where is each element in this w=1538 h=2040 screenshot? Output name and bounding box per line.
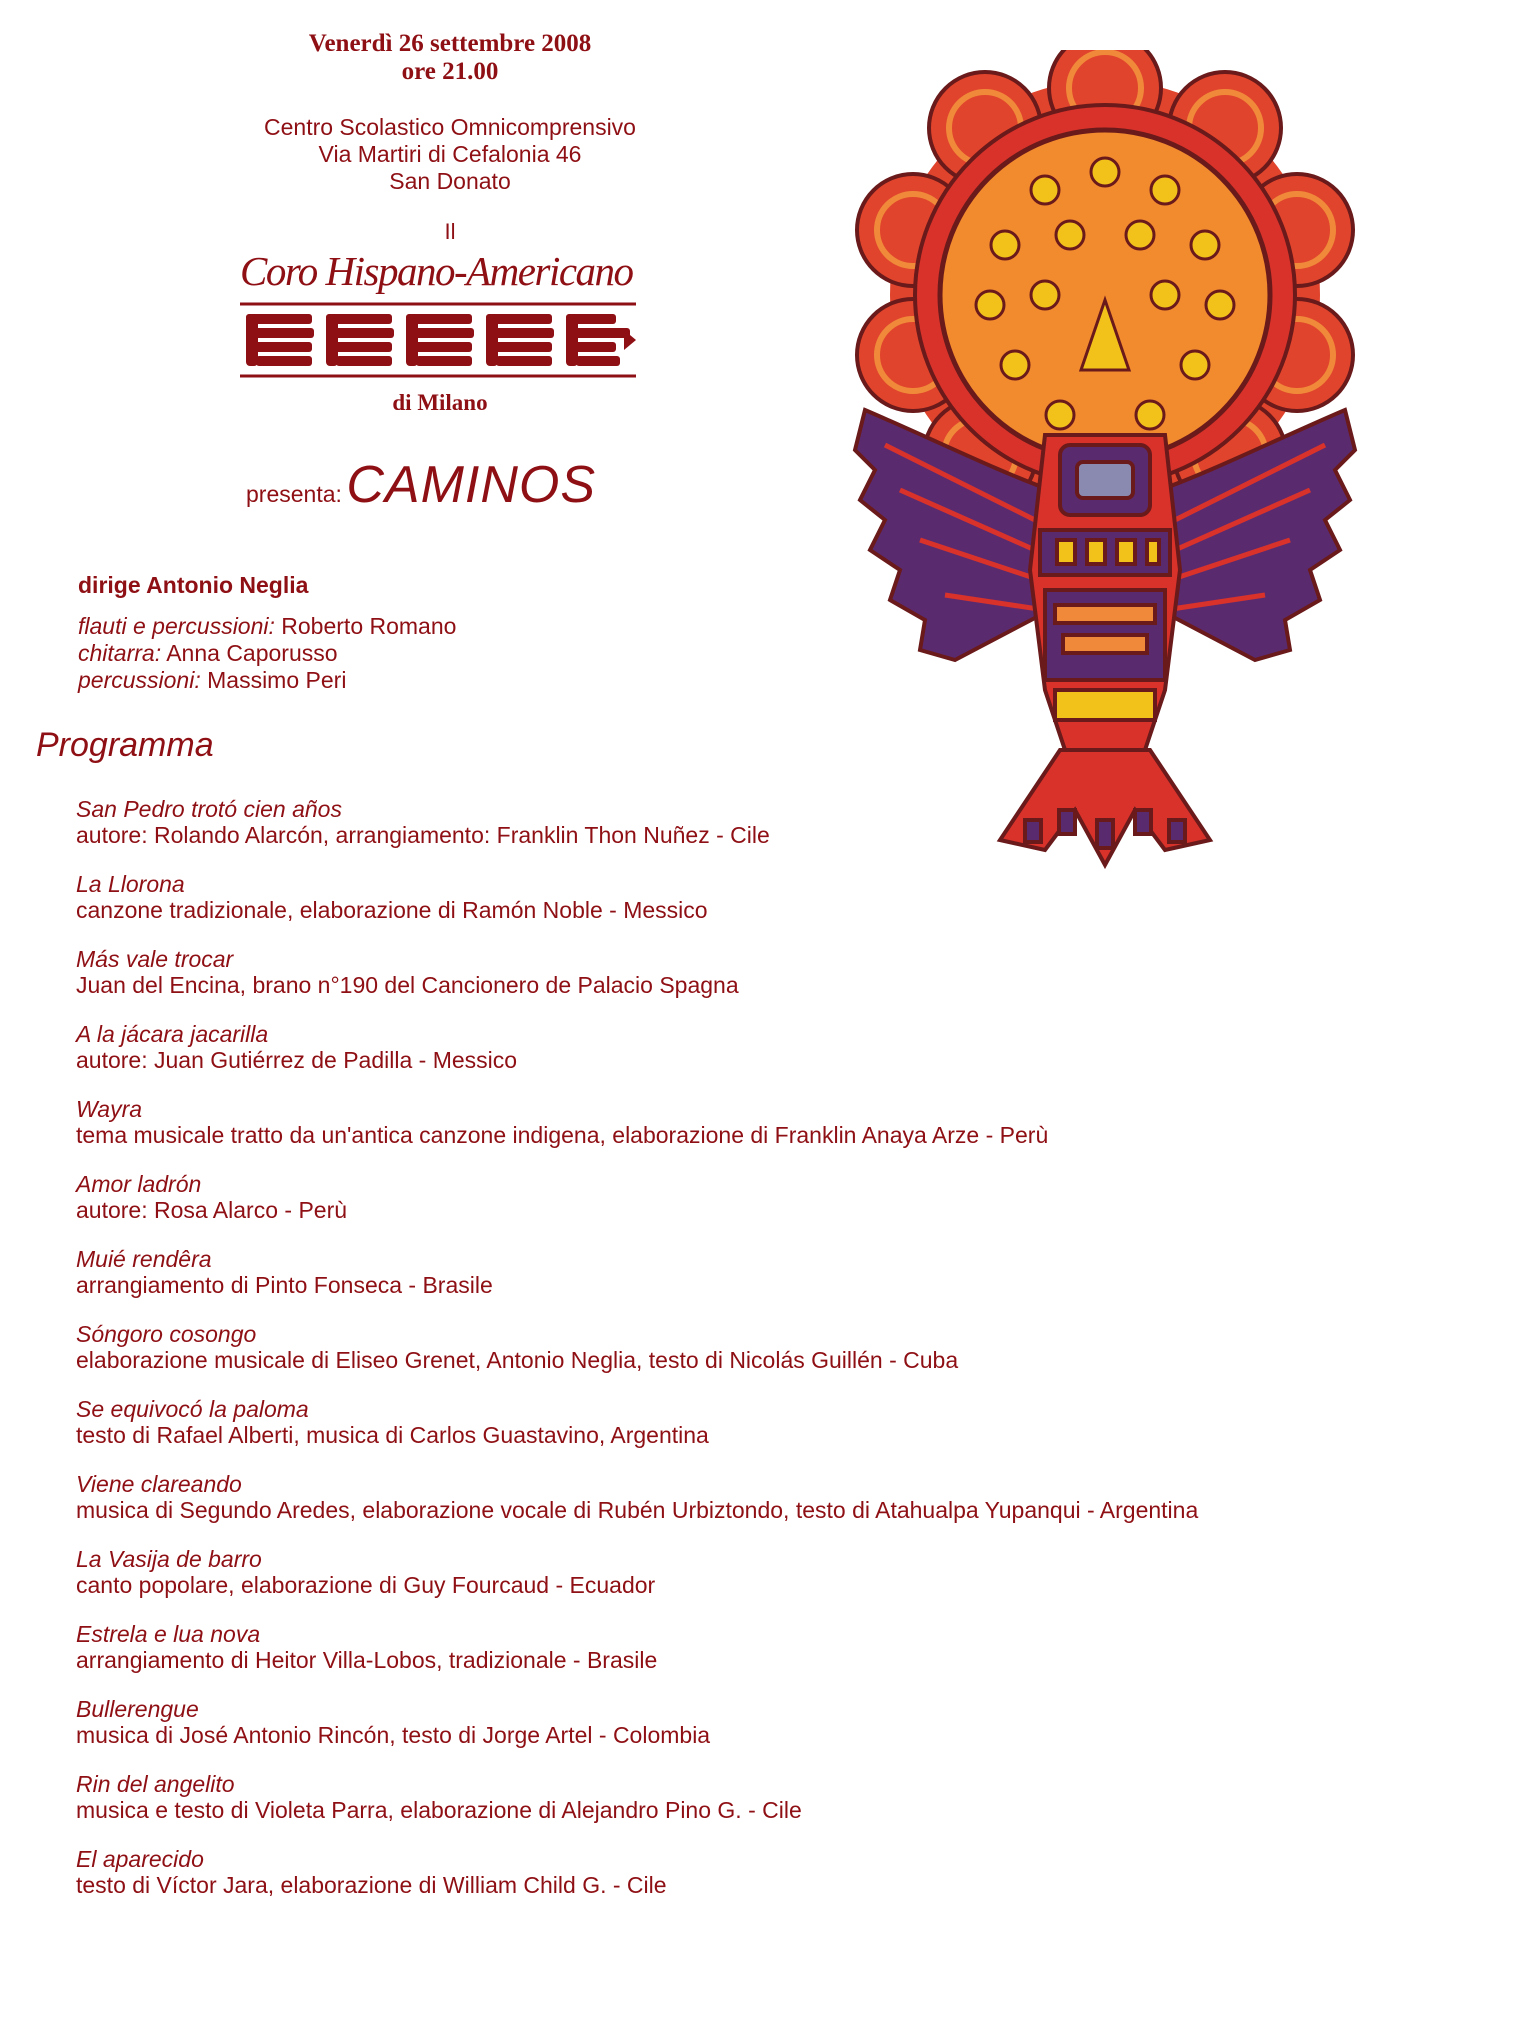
- piece-detail: Juan del Encina, brano n°190 del Cancionero de Palacio Spagna: [76, 972, 739, 998]
- presenta-label: presenta:: [246, 481, 342, 507]
- piece-detail: musica di Segundo Aredes, elaborazione vocale di Rubén Urbiztondo, testo di Atahualpa Yupanqui - Argentina: [76, 1497, 1199, 1523]
- list-item: [76, 1246, 1476, 1298]
- piece-detail: testo di Víctor Jara, elaborazione di William Child G. - Cile: [76, 1872, 667, 1898]
- list-item: [76, 1171, 1476, 1223]
- piece-detail: autore: Juan Gutiérrez de Padilla - Messico: [76, 1047, 518, 1073]
- hand-pattern-band-icon: [240, 300, 636, 380]
- piece-detail: autore: Rosa Alarco - Perù: [76, 1197, 348, 1223]
- piece-title: Estrela e lua nova: [76, 1621, 261, 1647]
- piece-title: Viene clareando: [76, 1471, 242, 1497]
- concert-title: CAMINOS: [346, 456, 597, 514]
- piece-detail: testo di Rafael Alberti, musica di Carlos Guastavino, Argentina: [76, 1422, 709, 1448]
- list-item: [76, 1471, 1476, 1523]
- credits: [78, 572, 456, 694]
- list-item: [76, 1846, 1476, 1898]
- article-il: Il: [444, 219, 456, 244]
- piece-title: El aparecido: [76, 1846, 204, 1872]
- piece-detail: tema musicale tratto da un'antica canzone indigena, elaborazione di Franklin Anaya Arze - Perù: [76, 1122, 1049, 1148]
- venue-address: Via Martiri di Cefalonia 46: [318, 141, 582, 167]
- performer-line: [78, 613, 456, 640]
- event-header: [200, 30, 700, 245]
- piece-detail: musica e testo di Violeta Parra, elaborazione di Alejandro Pino G. - Cile: [76, 1797, 802, 1823]
- list-item: [76, 1546, 1476, 1598]
- venue-info: [200, 114, 700, 195]
- piece-detail: canto popolare, elaborazione di Guy Fourcaud - Ecuador: [76, 1572, 656, 1598]
- piece-title: Bullerengue: [76, 1696, 199, 1722]
- event-date: Venerdì 26 settembre 2008: [308, 30, 592, 57]
- list-item: [76, 1396, 1476, 1448]
- logo-script-text: Coro Hispano-Americano: [240, 248, 633, 294]
- piece-title: A la jácara jacarilla: [76, 1021, 269, 1047]
- piece-title: Más vale trocar: [76, 946, 234, 972]
- list-item: [76, 1621, 1476, 1673]
- venue-city: San Donato: [389, 168, 511, 194]
- piece-detail: arrangiamento di Pinto Fonseca - Brasile: [76, 1272, 493, 1298]
- piece-title: Muié rendêra: [76, 1246, 212, 1272]
- sun-bird-emblem-icon: [845, 50, 1365, 880]
- list-item: [76, 1696, 1476, 1748]
- piece-detail: canzone tradizionale, elaborazione di Ramón Noble - Messico: [76, 897, 708, 923]
- piece-detail: musica di José Antonio Rincón, testo di Jorge Artel - Colombia: [76, 1722, 711, 1748]
- performer-name: Massimo Peri: [207, 667, 347, 693]
- list-item: [76, 1021, 1476, 1073]
- piece-title: Se equivocó la paloma: [76, 1396, 309, 1422]
- event-time: ore 21.00: [401, 58, 499, 85]
- venue-name: Centro Scolastico Omnicomprensivo: [264, 114, 636, 140]
- presenta-line: [246, 455, 596, 515]
- performer-role: flauti e percussioni:: [78, 613, 275, 639]
- performer-role: chitarra:: [78, 640, 162, 666]
- piece-title: Amor ladrón: [76, 1171, 202, 1197]
- piece-title: La Llorona: [76, 871, 185, 897]
- piece-title: Wayra: [76, 1096, 143, 1122]
- logo-sub-text: di Milano: [392, 390, 488, 415]
- choir-logo: [240, 248, 640, 416]
- programme-list: [76, 796, 1476, 1921]
- performer-line: [78, 640, 456, 667]
- piece-title: Rin del angelito: [76, 1771, 235, 1797]
- piece-detail: autore: Rolando Alarcón, arrangiamento: Franklin Thon Nuñez - Cile: [76, 822, 770, 848]
- director: dirige Antonio Neglia: [78, 572, 309, 598]
- list-item: [76, 946, 1476, 998]
- performer-role: percussioni:: [78, 667, 201, 693]
- piece-detail: elaborazione musicale di Eliseo Grenet, Antonio Neglia, testo di Nicolás Guillén - Cuba: [76, 1347, 959, 1373]
- list-item: [76, 1321, 1476, 1373]
- performer-name: Anna Caporusso: [166, 640, 338, 666]
- performer-line: [78, 667, 456, 694]
- piece-title: La Vasija de barro: [76, 1546, 262, 1572]
- piece-detail: arrangiamento di Heitor Villa-Lobos, tradizionale - Brasile: [76, 1647, 658, 1673]
- piece-title: Sóngoro cosongo: [76, 1321, 257, 1347]
- programme-heading: Programma: [36, 726, 214, 764]
- performer-name: Roberto Romano: [281, 613, 457, 639]
- list-item: [76, 1771, 1476, 1823]
- list-item: [76, 1096, 1476, 1148]
- piece-title: San Pedro trotó cien años: [76, 796, 342, 822]
